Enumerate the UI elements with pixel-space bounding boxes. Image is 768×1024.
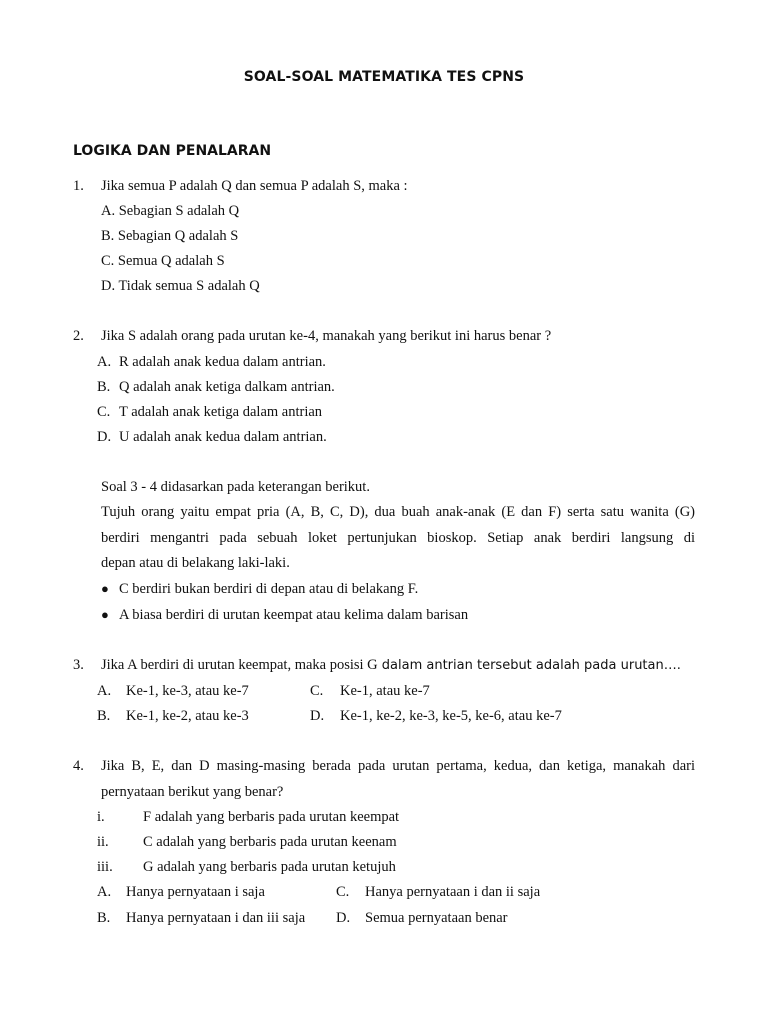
q3-option-b-letter: B. [97,708,111,724]
q3-option-c-letter: C. [310,683,324,699]
bullet-2-marker: ● [101,607,109,622]
q3-option-d-letter: D. [310,708,325,724]
q4-option-a-text: Hanya pernyataan i saja [126,884,265,900]
q4-option-b-text: Hanya pernyataan i dan iii saja [126,910,306,926]
q4-number: 4. [73,758,84,774]
q4-statement-3-text: G adalah yang berbaris pada urutan ketujuh [143,859,396,875]
q4-option-d-letter: D. [336,910,351,926]
q3-option-d-text: Ke-1, ke-2, ke-3, ke-5, ke-6, atau ke-7 [340,708,562,724]
q2-option-d-letter: D. [97,429,112,445]
passage-line-2: berdiri mengantri pada sebuah loket pertunjukan bioskop. Setiap anak berdiri langsung di [101,530,695,546]
q2-option-a-text: R adalah anak kedua dalam antrian. [119,354,326,370]
q3-option-a-letter: A. [97,683,112,699]
q2-number: 2. [73,328,84,344]
q1-option-d: D. Tidak semua S adalah Q [101,278,260,294]
q2-text: Jika S adalah orang pada urutan ke-4, manakah yang berikut ini harus benar ? [101,328,552,344]
q4-option-b-letter: B. [97,910,111,926]
q4-statement-2-text: C adalah yang berbaris pada urutan keenam [143,834,397,850]
q2-option-b-letter: B. [97,379,111,395]
section-title: LOGIKA DAN PENALARAN [73,143,272,159]
q4-statement-1-text: F adalah yang berbaris pada urutan keempat [143,809,400,825]
q4-option-a-letter: A. [97,884,112,900]
bullet-2-text: A biasa berdiri di urutan keempat atau kelima dalam barisan [119,607,469,623]
q2-option-c-text: T adalah anak ketiga dalam antrian [119,404,323,420]
bullet-1-text: C berdiri bukan berdiri di depan atau di belakang F. [119,581,419,597]
q3-text-serif: Jika A berdiri di urutan keempat, maka posisi G [101,657,378,673]
passage-line-1: Tujuh orang yaitu empat pria (A, B, C, D), dua buah anak-anak (E dan F) serta satu wanita (G) [101,504,695,520]
q3-option-a-text: Ke-1, ke-3, atau ke-7 [126,683,249,699]
q1-option-c: C. Semua Q adalah S [101,253,225,269]
q4-option-d-text: Semua pernyataan benar [365,910,508,926]
document-title: SOAL-SOAL MATEMATIKA TES CPNS [243,69,525,85]
q4-text-line-2: pernyataan berikut yang benar? [101,784,284,800]
bullet-1-marker: ● [101,581,109,596]
q1-text: Jika semua P adalah Q dan semua P adalah S, maka : [101,178,408,194]
q3-text [101,656,681,675]
q2-option-a-letter: A. [97,354,112,370]
q4-statement-1-roman: i. [97,809,105,825]
q4-option-c-letter: C. [336,884,350,900]
q4-option-c-text: Hanya pernyataan i dan ii saja [365,884,541,900]
q1-option-b: B. Sebagian Q adalah S [101,228,239,244]
q1-number: 1. [73,178,84,194]
q3-option-b-text: Ke-1, ke-2, atau ke-3 [126,708,249,724]
passage-intro: Soal 3 - 4 didasarkan pada keterangan berikut. [101,479,370,495]
q1-option-a: A. Sebagian S adalah Q [101,203,240,219]
q4-statement-2-roman: ii. [97,834,109,850]
q2-option-d-text: U adalah anak kedua dalam antrian. [119,429,327,445]
q4-statement-3-roman: iii. [97,859,113,875]
q3-number: 3. [73,657,84,673]
q3-option-c-text: Ke-1, atau ke-7 [340,683,430,699]
q2-option-c-letter: C. [97,404,111,420]
passage-line-3: depan atau di belakang laki-laki. [101,555,290,571]
q2-option-b-text: Q adalah anak ketiga dalkam antrian. [119,379,335,395]
q4-text-line-1: Jika B, E, dan D masing-masing berada pada urutan pertama, kedua, dan ketiga, manakah dari [101,758,695,774]
q3-text-sans: dalam antrian tersebut adalah pada urutan…. [377,658,681,673]
